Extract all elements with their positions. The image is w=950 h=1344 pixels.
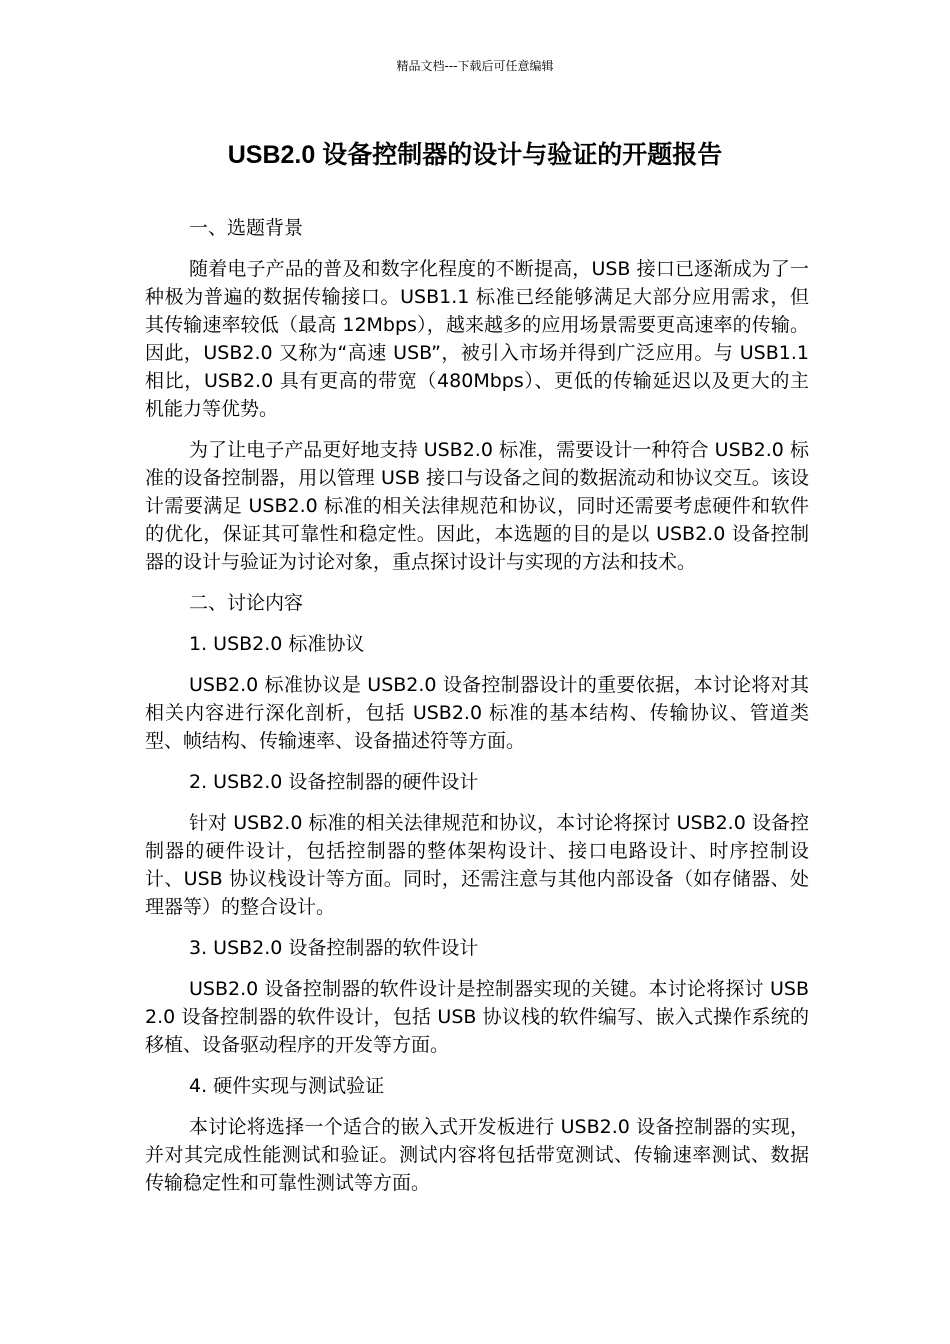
paragraph-background-2: 为了让电子产品更好地支持 USB2.0 标准，需要设计一种符合 USB2.0 标准的设备控制器，用以管理 USB 接口与设备之间的数据流动和协议交互。该设计需要满足 USB2.0 标准的相关法律规范和协议，同时还需要考虑硬件和软件的优化，保证其可靠性和稳定性。因此，本选题的目的是以 USB2.0 设备控制器的设计与验证为讨论对象，重点探讨设计与实现的方法和技术。 — [145, 439, 809, 573]
document-title: USB2.0 设备控制器的设计与验证的开题报告 — [227, 141, 723, 169]
page-header: 精品文档---下载后可任意编辑 — [396, 59, 554, 73]
subheading-protocol: 1. USB2.0 标准协议 — [189, 633, 365, 655]
paragraph-testing: 本讨论将选择一个适合的嵌入式开发板进行 USB2.0 设备控制器的实现，并对其完成性能测试和验证。测试内容将包括带宽测试、传输速率测试、数据传输稳定性和可靠性测试等方面。 — [145, 1116, 809, 1194]
paragraph-hardware: 针对 USB2.0 标准的相关法律规范和协议，本讨论将探讨 USB2.0 设备控制器的硬件设计，包括控制器的整体架构设计、接口电路设计、时序控制设计、USB 协议栈设计等方面。同时，还需注意与其他内部设备（如存储器、处理器等）的整合设计。 — [145, 812, 809, 918]
paragraph-protocol: USB2.0 标准协议是 USB2.0 设备控制器设计的重要依据，本讨论将对其相关内容进行深化剖析，包括 USB2.0 标准的基本结构、传输协议、管道类型、帧结构、传输速率、设备描述符等方面。 — [145, 674, 809, 752]
section-heading-background: 一、选题背景 — [189, 217, 304, 239]
subheading-testing: 4. 硬件实现与测试验证 — [189, 1075, 385, 1097]
subheading-software: 3. USB2.0 设备控制器的软件设计 — [189, 937, 479, 959]
section-heading-content: 二、讨论内容 — [189, 592, 304, 614]
paragraph-background-1: 随着电子产品的普及和数字化程度的不断提高，USB 接口已逐渐成为了一种极为普遍的数据传输接口。USB1.1 标准已经能够满足大部分应用需求，但其传输速率较低（最高 12Mbps），越来越多的应用场景需要更高速率的传输。因此，USB2.0 又称为“高速 USB”，被引入市场并得到广泛应用。与 USB1.1 相比，USB2.0 具有更高的带宽（480Mbps）、更低的传输延迟以及更大的主机能力等优势。 — [145, 258, 809, 420]
subheading-hardware: 2. USB2.0 设备控制器的硬件设计 — [189, 771, 479, 793]
document-body — [145, 214, 809, 1210]
paragraph-software: USB2.0 设备控制器的软件设计是控制器实现的关键。本讨论将探讨 USB2.0 设备控制器的软件设计，包括 USB 协议栈的软件编写、嵌入式操作系统的移植、设备驱动程序的开发等方面。 — [145, 978, 809, 1056]
